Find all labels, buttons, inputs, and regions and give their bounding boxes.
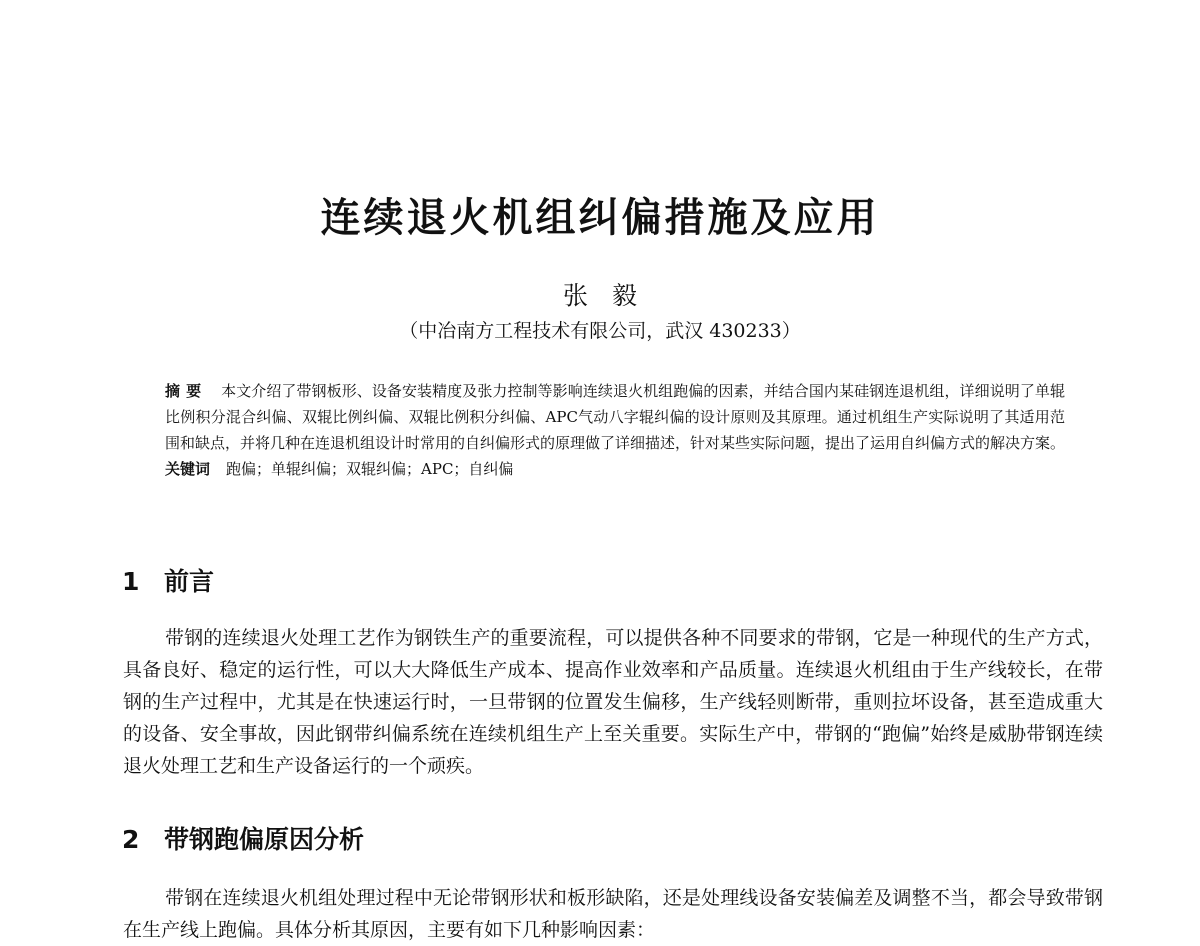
keywords-paragraph [165, 456, 1065, 482]
section-paragraph-1: 带钢的连续退火处理工艺作为钢铁生产的重要流程，可以提供各种不同要求的带钢，它是一种现代的生产方式，具备良好、稳定的运行性，可以大大降低生产成本、提高作业效率和产品质量。连续退火机组由于生产线较长，在带钢的生产过程中，尤其是在快速运行时，一旦带钢的位置发生偏移，生产线轻则断带，重则拉坏设备，甚至造成重大的设备、安全事故，因此钢带纠偏系统在连续机组生产上至关重要。实际生产中，带钢的“跑偏”始终是威胁带钢连续退火处理工艺和生产设备运行的一个顽疾。 [123, 627, 1103, 777]
abstract-paragraph [165, 378, 1065, 456]
section-title-2: 带钢跑偏原因分析 [164, 825, 365, 854]
keywords-label: 关键词 [165, 460, 211, 478]
paper-title: 连续退火机组纠偏措施及应用 [320, 195, 880, 241]
keywords-text: 跑偏；单辊纠偏；双辊纠偏；APC；自纠偏 [226, 460, 514, 478]
author-name: 张毅 [562, 281, 661, 310]
section-number-2: 2 [122, 825, 140, 854]
abstract-text: 本文介绍了带钢板形、设备安装精度及张力控制等影响连续退火机组跑偏的因素，并结合国内某硅钢连退机组，详细说明了单辊比例积分混合纠偏、双辊比例纠偏、双辊比例积分纠偏、APC气动八字辊纠偏的设计原则及其原理。通过机组生产实际说明了其适用范围和缺点，并将几种在连退机组设计时常用的自纠偏形式的原理做了详细描述，针对某些实际问题，提出了运用自纠偏方式的解决方案。 [165, 382, 1066, 452]
author-affiliation: （中冶南方工程技术有限公司，武汉 430233） [399, 320, 801, 342]
section-paragraph-2: 带钢在连续退火机组处理过程中无论带钢形状和板形缺陷，还是处理线设备安装偏差及调整不当，都会导致带钢在生产线上跑偏。具体分析其原因，主要有如下几种影响因素： [123, 887, 1103, 941]
section-number-1: 1 [122, 567, 140, 596]
section-heading-2 [122, 820, 364, 856]
section-title-1: 前言 [164, 567, 215, 596]
abstract-block [165, 378, 1065, 482]
abstract-label: 摘要 [165, 382, 208, 400]
section-heading-1 [122, 562, 214, 598]
